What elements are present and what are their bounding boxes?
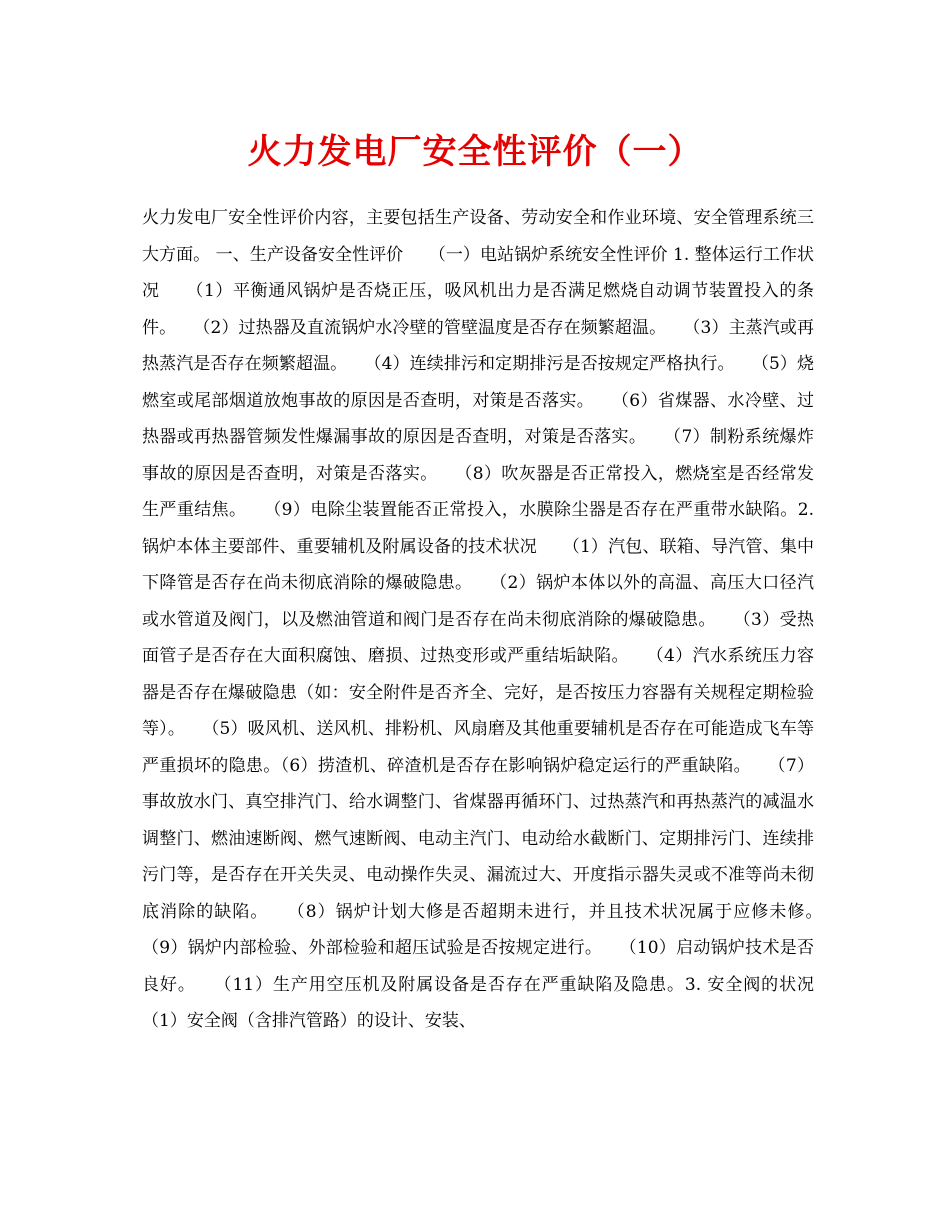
document-title: 火力发电厂安全性评价（一）: [247, 132, 703, 172]
document-body: 火力发电厂安全性评价内容，主要包括生产设备、劳动安全和作业环境、安全管理系统三大方面。 一、生产设备安全性评价 （一）电站锅炉系统安全性评价 1. 整体运行工作状况 （1）平衡通风锅炉是否烧正压，吸风机出力是否满足燃烧自动调节装置投入的条件。 （2）过热器及直流锅炉水冷壁的管壁温度是否存在频繁超温。 （3）主蒸汽或再热蒸汽是否存在频繁超温。 （4）连续排污和定期排污是否按规定严格执行。 （5）烧燃室或尾部烟道放炮事故的原因是否查明，对策是否落实。 （6）省煤器、水冷壁、过热器或再热器管频发性爆漏事故的原因是否查明，对策是否落实。 （7）制粉系统爆炸事故的原因是否查明，对策是否落实。 （8）吹灰器是否正常投入，燃烧室是否经常发生严重结焦。 （9）电除尘装置能否正常投入，水膜除尘器是否存在严重带水缺陷。2. 锅炉本体主要部件、重要辅机及附属设备的技术状况 （1）汽包、联箱、导汽管、集中下降管是否存在尚未彻底消除的爆破隐患。 （2）锅炉本体以外的高温、高压大口径汽或水管道及阀门，以及燃油管道和阀门是否存在尚未彻底消除的爆破隐患。 （3）受热面管子是否存在大面积腐蚀、磨损、过热变形或严重结垢缺陷。 （4）汽水系统压力容器是否存在爆破隐患（如：安全附件是否齐全、完好，是否按压力容器有关规程定期检验等）。 （5）吸风机、送风机、排粉机、风扇磨及其他重要辅机是否存在可能造成飞车等严重损坏的隐患。（6）捞渣机、碎渣机是否存在影响锅炉稳定运行的严重缺陷。 （7）事故放水门、真空排汽门、给水调整门、省煤器再循环门、过热蒸汽和再热蒸汽的减温水调整门、燃油速断阀、燃气速断阀、电动主汽门、电动给水截断门、定期排污门、连续排污门等，是否存在开关失灵、电动操作失灵、漏流过大、开度指示器失灵或不准等尚未彻底消除的缺陷。 （8）锅炉计划大修是否超期未进行，并且技术状况属于应修未修。 （9）锅炉内部检验、外部检验和超压试验是否按规定进行。 （10）启动锅炉技术是否良好。 （11）生产用空压机及附属设备是否存在严重缺陷及隐患。3. 安全阀的状况 （1）安全阀（含排汽管路）的设计、安装、: [142, 208, 848, 1031]
